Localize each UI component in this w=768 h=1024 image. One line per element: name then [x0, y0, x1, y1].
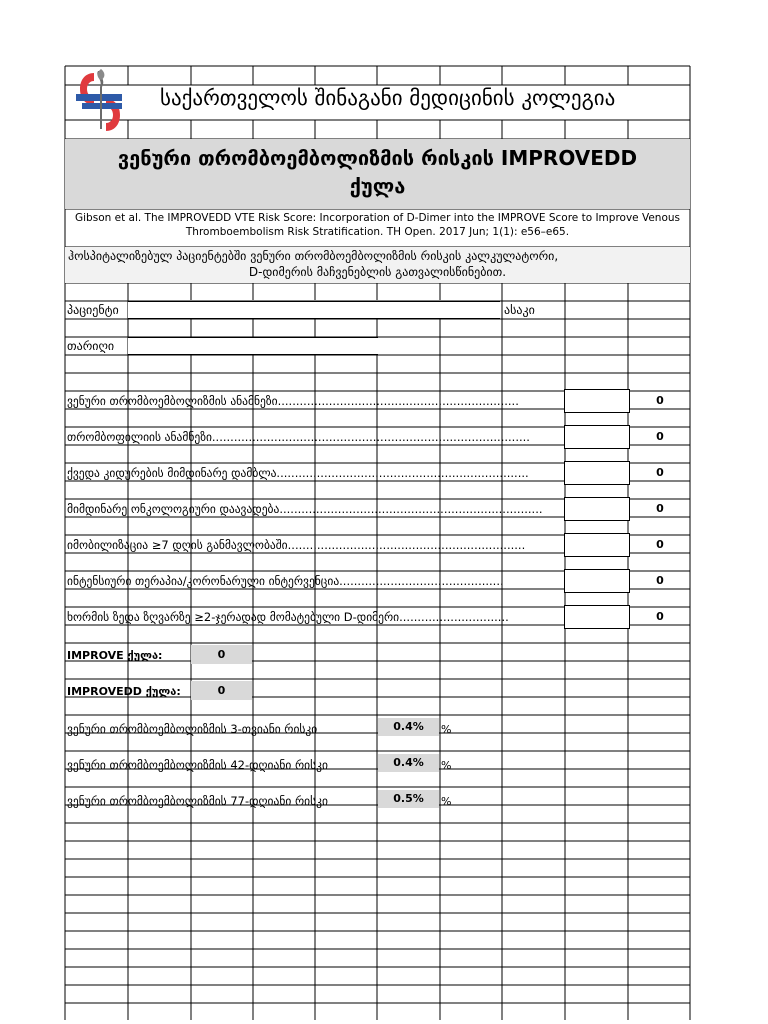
improve-score-label: IMPROVE ქულა: [67, 649, 163, 662]
vte-risk-label: ვენური თრომბოემბოლიზმის 77-დღიანი რისკი [67, 795, 328, 808]
page-title: ვენური თრომბოემბოლიზმის რისკის IMPROVEDD [117, 146, 638, 170]
risk-factor-label: ხორმის ზედა ზღვარზე ≥2-ჯერადად მომატებული D-დიმერი.............................. [67, 611, 509, 624]
risk-factor-label: ქვედა კიდურების მიმდინარე დამბლა..................................................................... [67, 467, 529, 480]
risk-factor-score: 0 [656, 430, 664, 443]
risk-factor-input[interactable] [564, 605, 630, 629]
page-title-line2: ქულა [349, 174, 406, 198]
risk-factor-input[interactable] [564, 569, 630, 593]
patient-input[interactable] [128, 301, 500, 319]
vte-risk-value: 0.5% [393, 792, 424, 805]
risk-factor-label: თრომბოფილიის ანამნეზი....................................................................................... [67, 431, 530, 444]
improvedd-score-label: IMPROVEDD ქულა: [67, 685, 181, 698]
citation-line2: Thromboembolism Risk Stratification. TH Open. 2017 Jun; 1(1): e56–e65. [185, 226, 570, 238]
risk-factor-label: მიმდინარე ონკოლოგიური დაავადება........................................................................ [67, 503, 543, 516]
vte-risk-unit: % [441, 723, 452, 736]
risk-factor-score: 0 [656, 574, 664, 587]
vte-risk-value: 0.4% [393, 756, 424, 769]
improvedd-score-value: 0 [217, 684, 226, 697]
description: ჰოსპიტალიზებულ პაციენტებში ვენური თრომბოემბოლიზმის რისკის კალკულატორი, [68, 249, 559, 263]
risk-factor-label: ვენური თრომბოემბოლიზმის ანამნეზი.................................................................. [67, 395, 519, 408]
risk-factor-score: 0 [656, 394, 664, 407]
risk-factor-label: იმობილიზაცია ≥7 დღის განმავლობაში................................................................. [67, 539, 526, 552]
organization-name: საქართველოს შინაგანი მედიცინის კოლეგია [160, 86, 616, 110]
risk-factor-input[interactable] [564, 461, 630, 485]
risk-factor-input[interactable] [564, 533, 630, 557]
age-label: ასაკი [504, 303, 535, 317]
improve-score-value: 0 [217, 648, 226, 661]
risk-factor-input[interactable] [564, 497, 630, 521]
college-logo-icon [72, 67, 128, 135]
risk-factor-score: 0 [656, 610, 664, 623]
vte-risk-value: 0.4% [393, 720, 424, 733]
vte-risk-label: ვენური თრომბოემბოლიზმის 42-დღიანი რისკი [67, 759, 328, 772]
date-label: თარიღი [67, 339, 115, 353]
risk-factor-label: ინტენსიური თერაპია/კორონარული ინტერვენცია............................................. [67, 575, 504, 588]
risk-factor-score: 0 [656, 466, 664, 479]
date-input[interactable] [128, 337, 378, 355]
vte-risk-unit: % [441, 795, 452, 808]
description-line2: D-დიმერის მაჩვენებლის გათვალისწინებით. [248, 265, 507, 279]
risk-factor-input[interactable] [564, 389, 630, 413]
risk-factor-score: 0 [656, 502, 664, 515]
risk-factor-input[interactable] [564, 425, 630, 449]
citation: Gibson et al. The IMPROVEDD VTE Risk Score: Incorporation of D-Dimer into the IMPROVE Score to Improve Venous [75, 212, 680, 224]
risk-factor-score: 0 [656, 538, 664, 551]
vte-risk-label: ვენური თრომბოემბოლიზმის 3-თვიანი რისკი [67, 723, 318, 736]
vte-risk-unit: % [441, 759, 452, 772]
patient-label: პაციენტი [67, 303, 119, 317]
